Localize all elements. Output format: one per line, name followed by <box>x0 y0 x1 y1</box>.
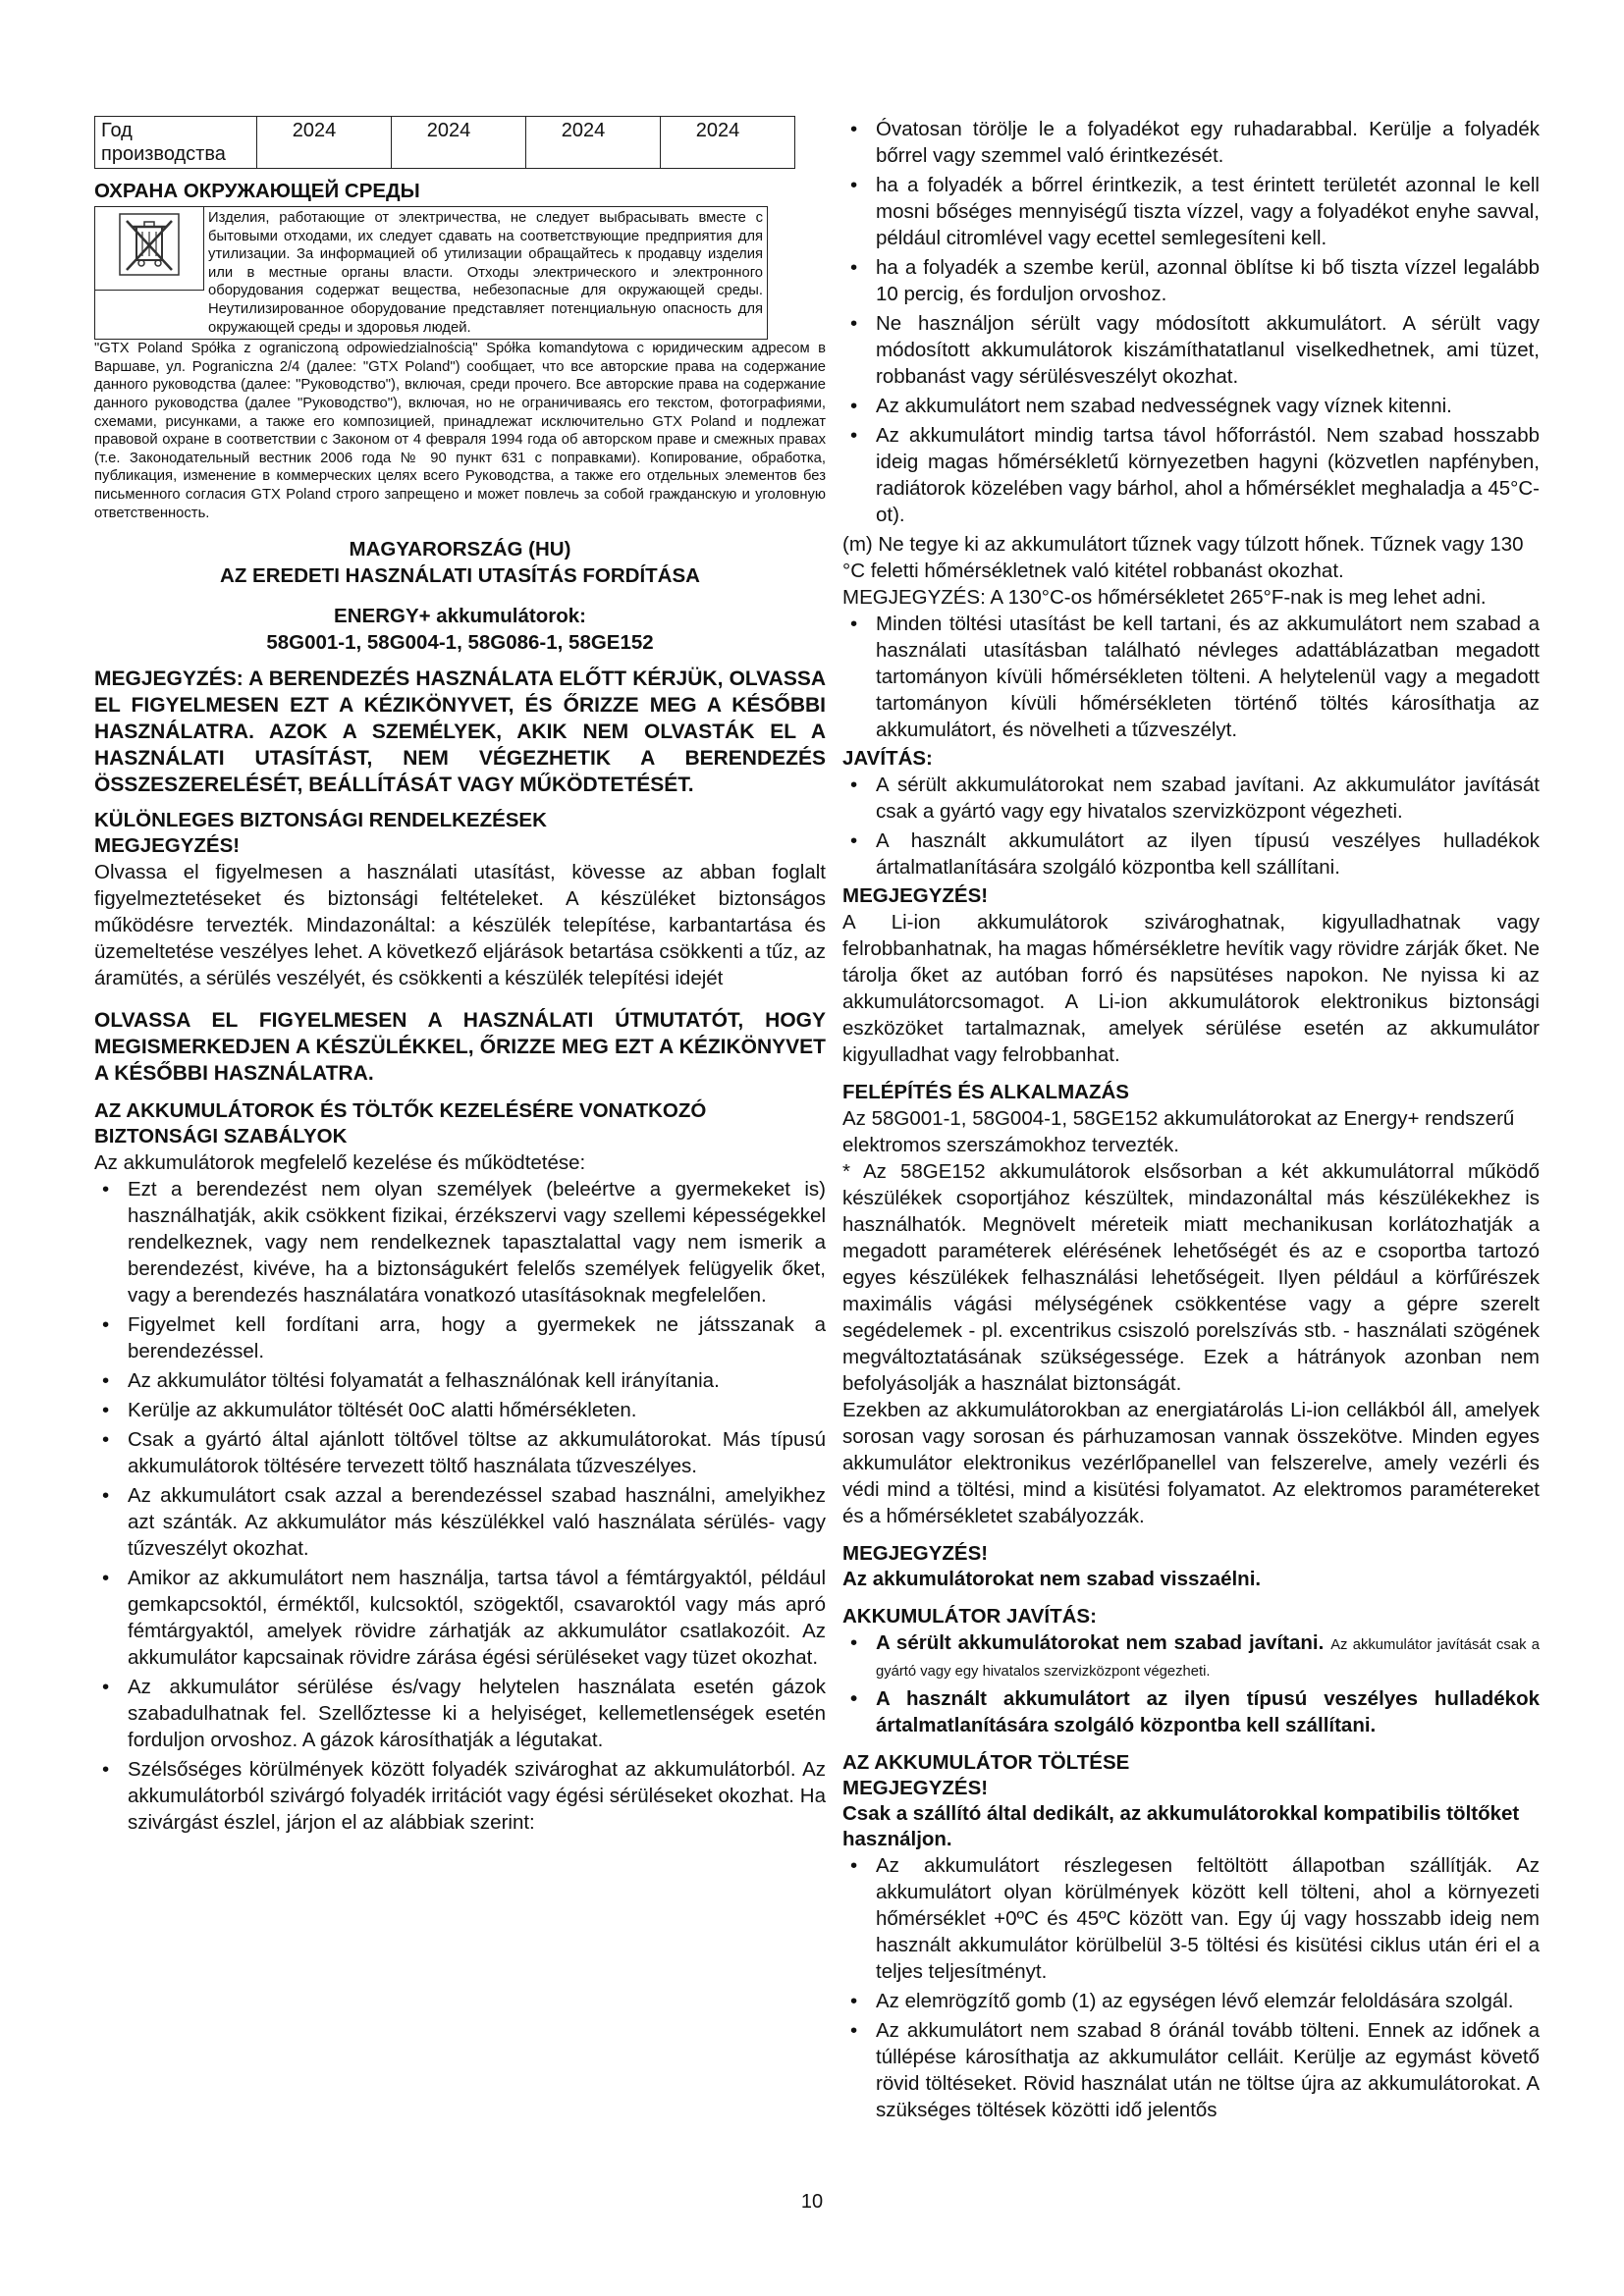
fire-warning: (m) Ne tegye ki az akkumulátort tűznek vagy túlzott hőnek. Tűznek vagy 130 °C feletti hőmérsékletnek való kitétel robbanást okozhat. <box>842 533 1524 582</box>
list-item: • Az akkumulátor sérülése és/vagy helytelen használata esetén gázok szabadulhatnak fel. Szellőztesse ki a helyiséget, kellemetlenségek esetén forduljon orvoshoz. A gázok károsíthatják a légutakat. <box>94 1674 826 1753</box>
list-item: • A használt akkumulátort az ilyen típusú veszélyes hulladékok ártalmatlanítására szolgáló központba kell szállítani. <box>842 1685 1540 1738</box>
list-item: • Ne használjon sérült vagy módosított akkumulátort. A sérült vagy módosított akkumulátorok kiszámíthatatlanul viselkedhetnek, ami tüzet, robbanást vagy sérülésveszélyt okozhat. <box>842 310 1540 390</box>
repair-item-small: Az akkumulátor javítását csak a gyártó vagy egy hivatalos szervizközpont végezheti. <box>876 1637 1540 1680</box>
list-item: • Az akkumulátort nem szabad 8 óránál tovább tölteni. Ennek az időnek a túllépése károsíthatja az akkumulátor celláit. Kerülje az egymást követő rövid töltéseket. Rövid használat után ne töltse újra az akkumulátorokat. A szükséges töltések közötti idő jelentős <box>842 2017 1540 2123</box>
charging-list <box>842 1852 1540 2123</box>
note-label: MEGJEGYZÉS! <box>842 884 989 907</box>
year-cell: 2024 <box>526 117 661 169</box>
page-number: 10 <box>800 2191 824 2213</box>
left-column <box>94 116 826 1839</box>
list-item: • Csak a gyártó által ajánlott töltővel töltse az akkumulátorokat. Más típusú akkumulátorok töltésére tervezett töltő használata tűzveszélyes. <box>94 1426 826 1479</box>
environment-title: ОХРАНА ОКРУЖАЮЩЕЙ СРЕДЫ <box>94 180 420 202</box>
list-item: • ha a folyadék a szembe kerül, azonnal öblítse ki bő tiszta vízzel legalább 10 percig, és forduljon orvoshoz. <box>842 254 1540 307</box>
country-heading: MAGYARORSZÁG (HU) <box>349 538 571 561</box>
list-item: • A használt akkumulátort az ilyen típusú veszélyes hulladékok ártalmatlanítására szolgáló központba kell szállítani. <box>842 828 1540 881</box>
list-item: • A sérült akkumulátorokat nem szabad javítani. Az akkumulátor javítását csak a gyártó vagy egy hivatalos szervizközpont végezheti. <box>842 772 1540 825</box>
safety-note-label: MEGJEGYZÉS! <box>94 834 241 858</box>
battery-repair-heading: AKKUMULÁTOR JAVÍTÁS: <box>842 1605 1097 1628</box>
list-item: • Az elemrögzítő gomb (1) az egységen lévő elemzár feloldására szolgál. <box>842 1988 1540 2014</box>
list-item: • Az akkumulátort nem szabad nedvességnek vagy víznek kitenni. <box>842 393 1540 419</box>
charging-rules-list <box>842 611 1540 743</box>
list-item <box>842 1629 1540 1682</box>
safety-text: Olvassa el figyelmesen a használati utasítást, kövesse az abban foglalt figyelmeztetéseket és biztonsági feltételeket. A készüléket biztonságos működésre tervezték. Mindazonáltal: a készülék telepítése, karbantartása és üzemeltetése veszélyes lehet. A következő eljárások betartása csökkenti a tűz, az áramütés, a sérülés veszélyét, és csökkenti a készülék telepítési idejét <box>94 861 826 990</box>
list-item: • Kerülje az akkumulátor töltését 0oC alatti hőmérsékleten. <box>94 1397 826 1423</box>
year-table-label: Год производства <box>95 117 257 169</box>
right-column <box>842 116 1540 2126</box>
list-item: • Amikor az akkumulátort nem használja, tartsa távol a fémtárgyaktól, például gemkapcsoktól, érméktől, kulcsoktól, szögektől, csavaroktól vagy más apró fémtárgyaktól, amelyek rövidre zárhatják az akkumulátor csatlakozóit. Az akkumulátor kapcsainak rövidre zárása égési sérüléseket vagy tüzet okozhat. <box>94 1565 826 1671</box>
production-year-table <box>94 116 795 169</box>
list-item: • Minden töltési utasítást be kell tartani, és az akkumulátort nem szabad a használati utasításban található névleges adattáblázatban megadott tartományon kívüli hőmérsékleten tölteni. A helytelenül vagy a megadott tartományon kívüli hőmérsékleten történő töltés károsíthatja az akkumulátort, és növelheti a tűzveszélyt. <box>842 611 1540 743</box>
list-item: • Az akkumulátort csak azzal a berendezéssel szabad használni, amelyikhez azt szánták. Az akkumulátor más készülékkel való használata sérülés- vagy tűzveszélyt okozhat. <box>94 1482 826 1562</box>
list-item: • Szélsőséges körülmények között folyadék szivároghat az akkumulátorból. Az akkumulátorból szivárgó folyadék irritációt vagy égési sérüléseket okozhat. Ha szivárgást észlel, járjon el az alábbiak szerint: <box>94 1756 826 1836</box>
charging-note-label: MEGJEGYZÉS! <box>842 1777 989 1799</box>
abuse-warning: Az akkumulátorokat nem szabad visszaélni. <box>842 1568 1262 1590</box>
build-paragraph-2: * Az 58GE152 akkumulátorok elsősorban a két akkumulátorral működő készülékek csoportjához készültek, mindazonáltal más készülékekhez is használhatók. Megnövelt méreteik miatt mechanikusan korlátozhatják a megadott paraméterek elérésének lehetőségét és az e csoportba tartozó egyes készülékek felhasználási lehetőségeit. Ilyen például a körfűrészek maximális vágási mélységének csökkentése vagy a gépre szerelt segédelemek - pl. excentrikus csiszoló porelszívás stb. - használati szögének megváltoztatásának szükségessége. Ezek a hátrányok azonban nem befolyásolják a használat biztonságát. <box>842 1160 1540 1395</box>
list-item: • Az akkumulátort részlegesen feltöltött állapotban szállítják. Az akkumulátort olyan körülmények között kell tölteni, ahol a környezeti hőmérséklet +0ºC és 45ºC között van. Egy új vagy hosszabb ideig nem használt akkumulátor körülbelül 3-5 töltési és kisütési ciklus után éri el a teljes teljesítményt. <box>842 1852 1540 1985</box>
build-heading: FELÉPÍTÉS ÉS ALKALMAZÁS <box>842 1081 1129 1103</box>
crossed-out-bin-icon <box>95 207 204 291</box>
translation-heading: AZ EREDETI HASZNÁLATI UTASÍTÁS FORDÍTÁSA <box>220 564 700 588</box>
copyright-notice: "GTX Poland Spółka z ograniczoną odpowiedzialnością" Spółka komandytowa с юридическим адресом в Варшаве, ул. Pograniczna 2/4 (далее: "GTX Poland") сообщает, что все авторские права на содержание данного руководства (далее: "Руководство"), включая, среди прочего. Все авторские права на содержание данного руководства (далее "Руководство"), включая, но не ограничиваясь его текстом, фотографиями, схемами, рисунками, а также его композицией, принадлежат исключительно GTX Poland и подлежат правовой охране в соответствии с Законом от 4 февраля 1994 года об авторском праве и смежных правах (т.е. Законодательный вестник 2006 года № 90 пункт 631 с поправками). Копирование, обработка, публикация, изменение в коммерческих целях всего Руководства, а также его отдельных элементов без письменного согласия GTX Poland строго запрещено и может повлечь за собой гражданскую и уголовную ответственность. <box>94 341 826 521</box>
environment-text: Изделия, работающие от электричества, не следует выбрасывать вместе с бытовыми отходами, их следует сдавать на соответствующие предприятия для утилизации. За информацией об утилизации обращайтесь к продавцу изделия или в местные органы власти. Отходы электрического и электронного оборудования содержат вещества, небезопасные для окружающей среды. Неутилизированное оборудование представляет потенциальную опасность для окружающей среды и здоровья людей. <box>208 210 763 336</box>
safety-heading: KÜLÖNLEGES BIZTONSÁGI RENDELKEZÉSEK <box>94 809 547 832</box>
charging-compatibility-note: Csak a szállító által dedikált, az akkumulátorokkal kompatibilis töltőket használjon. <box>842 1802 1520 1850</box>
repair-list <box>842 772 1540 881</box>
usage-notice: MEGJEGYZÉS: A BERENDEZÉS HASZNÁLATA ELŐTT KÉRJÜK, OLVASSA EL FIGYELMESEN EZT A KÉZIKÖNYVET, ÉS ŐRIZZE MEG A KÉSŐBBI HASZNÁLATRA. AZOK A SZEMÉLYEK, AKIK NEM OLVASTÁK EL A HASZNÁLATI UTASÍTÁST, NEM VÉGEZHETIK A BERENDEZÉS ÖSSZESZERELÉSÉT, BEÁLLÍTÁSÁT VAGY MŰKÖDTETÉSÉT. <box>94 667 826 797</box>
li-ion-warning: A Li-ion akkumulátorok szivároghatnak, kigyulladhatnak vagy felrobbanhatnak, ha magas hőmérsékletre hevítik vagy rövidre zárják őket. Ne tárolja őket az autóban forró és napsütéses napokon. Ne nyissa ki az akkumulátorcsomagot. A Li-ion akkumulátorok elektronikus biztonsági eszközöket tartalmaznak, amelyek sérülése esetén az akkumulátor kigyulladhat vagy felrobbanhat. <box>842 911 1540 1066</box>
list-item: • Óvatosan törölje le a folyadékot egy ruhadarabbal. Kerülje a folyadék bőrrel vagy szemmel való érintkezését. <box>842 116 1540 169</box>
year-cell: 2024 <box>257 117 392 169</box>
list-item: • Az akkumulátort mindig tartsa távol hőforrástól. Nem szabad hosszabb ideig magas hőmérsékletű környezetben hagyni (közvetlen napfényben, radiátorok közelében vagy bárhol, ahol a hőmérséklet meghaladja a 45°C-ot). <box>842 422 1540 528</box>
list-item: • Az akkumulátor töltési folyamatát a felhasználónak kell irányítania. <box>94 1367 826 1394</box>
year-cell: 2024 <box>661 117 795 169</box>
build-paragraph-3: Ezekben az akkumulátorokban az energiatárolás Li-ion cellákból áll, amelyek sorosan vagy sorosan és párhuzamosan vannak összekötve. Minden egyes akkumulátor elektronikus vezérlőpanellel van felszerelve, amely vezérli és védi mind a töltési, mind a kisütési folyamatot. Az elektromos paramétereket és a hőmérsékletet szabályozzák. <box>842 1399 1540 1527</box>
battery-repair-list <box>842 1629 1540 1738</box>
leak-handling-list <box>842 116 1540 528</box>
note-label: MEGJEGYZÉS! <box>842 1542 989 1565</box>
battery-rules-list <box>94 1176 826 1836</box>
list-item: • Ezt a berendezést nem olyan személyek (beleértve a gyermekeket is) használhatják, akik csökkent fizikai, érzékszervi vagy szellemi képességekkel rendelkeznek, vagy nem rendelkeznek tapasztalattal vagy nem ismerik a berendezést, kivéve, ha a biztonságukért felelős személyek felügyelik őket, vagy a berendezés használatára vonatkozó utasításoknak megfelelően. <box>94 1176 826 1308</box>
battery-rules-heading: AZ AKKUMULÁTOROK ÉS TÖLTŐK KEZELÉSÉRE VONATKOZÓ BIZTONSÁGI SZABÁLYOK <box>94 1099 707 1148</box>
build-paragraph-1: Az 58G001-1, 58G004-1, 58GE152 akkumulátorokat az Energy+ rendszerű elektromos szerszámokhoz tervezték. <box>842 1107 1515 1156</box>
list-item: • ha a folyadék a bőrrel érintkezik, a test érintett területét azonnal le kell mosni bőséges mennyiségű tiszta vízzel, vagy a folyadékot enyhe savval, például citromlével vagy ecettel semlegesíteni kell. <box>842 172 1540 251</box>
read-manual-notice: OLVASSA EL FIGYELMESEN A HASZNÁLATI ÚTMUTATÓT, HOGY MEGISMERKEDJEN A KÉSZÜLÉKKEL, ŐRIZZE MEG EZT A KÉZIKÖNYVET A KÉSŐBBI HASZNÁLATRA. <box>94 1009 826 1086</box>
charging-heading: AZ AKKUMULÁTOR TÖLTÉSE <box>842 1751 1130 1774</box>
battery-rules-intro: Az akkumulátorok megfelelő kezelése és működtetése: <box>94 1151 586 1175</box>
environment-box <box>94 206 768 340</box>
product-models: 58G001-1, 58G004-1, 58G086-1, 58GE152 <box>266 631 654 655</box>
repair-heading: JAVÍTÁS: <box>842 747 933 770</box>
product-name: ENERGY+ akkumulátorok: <box>334 605 586 628</box>
list-item: • Figyelmet kell fordítani arra, hogy a gyermekek ne játsszanak a berendezéssel. <box>94 1311 826 1364</box>
year-cell: 2024 <box>392 117 526 169</box>
repair-item-bold: A sérült akkumulátorokat nem szabad javítani. <box>876 1631 1325 1654</box>
fire-temperature-note: MEGJEGYZÉS: A 130°C-os hőmérsékletet 265°F-nak is meg lehet adni. <box>842 586 1487 609</box>
